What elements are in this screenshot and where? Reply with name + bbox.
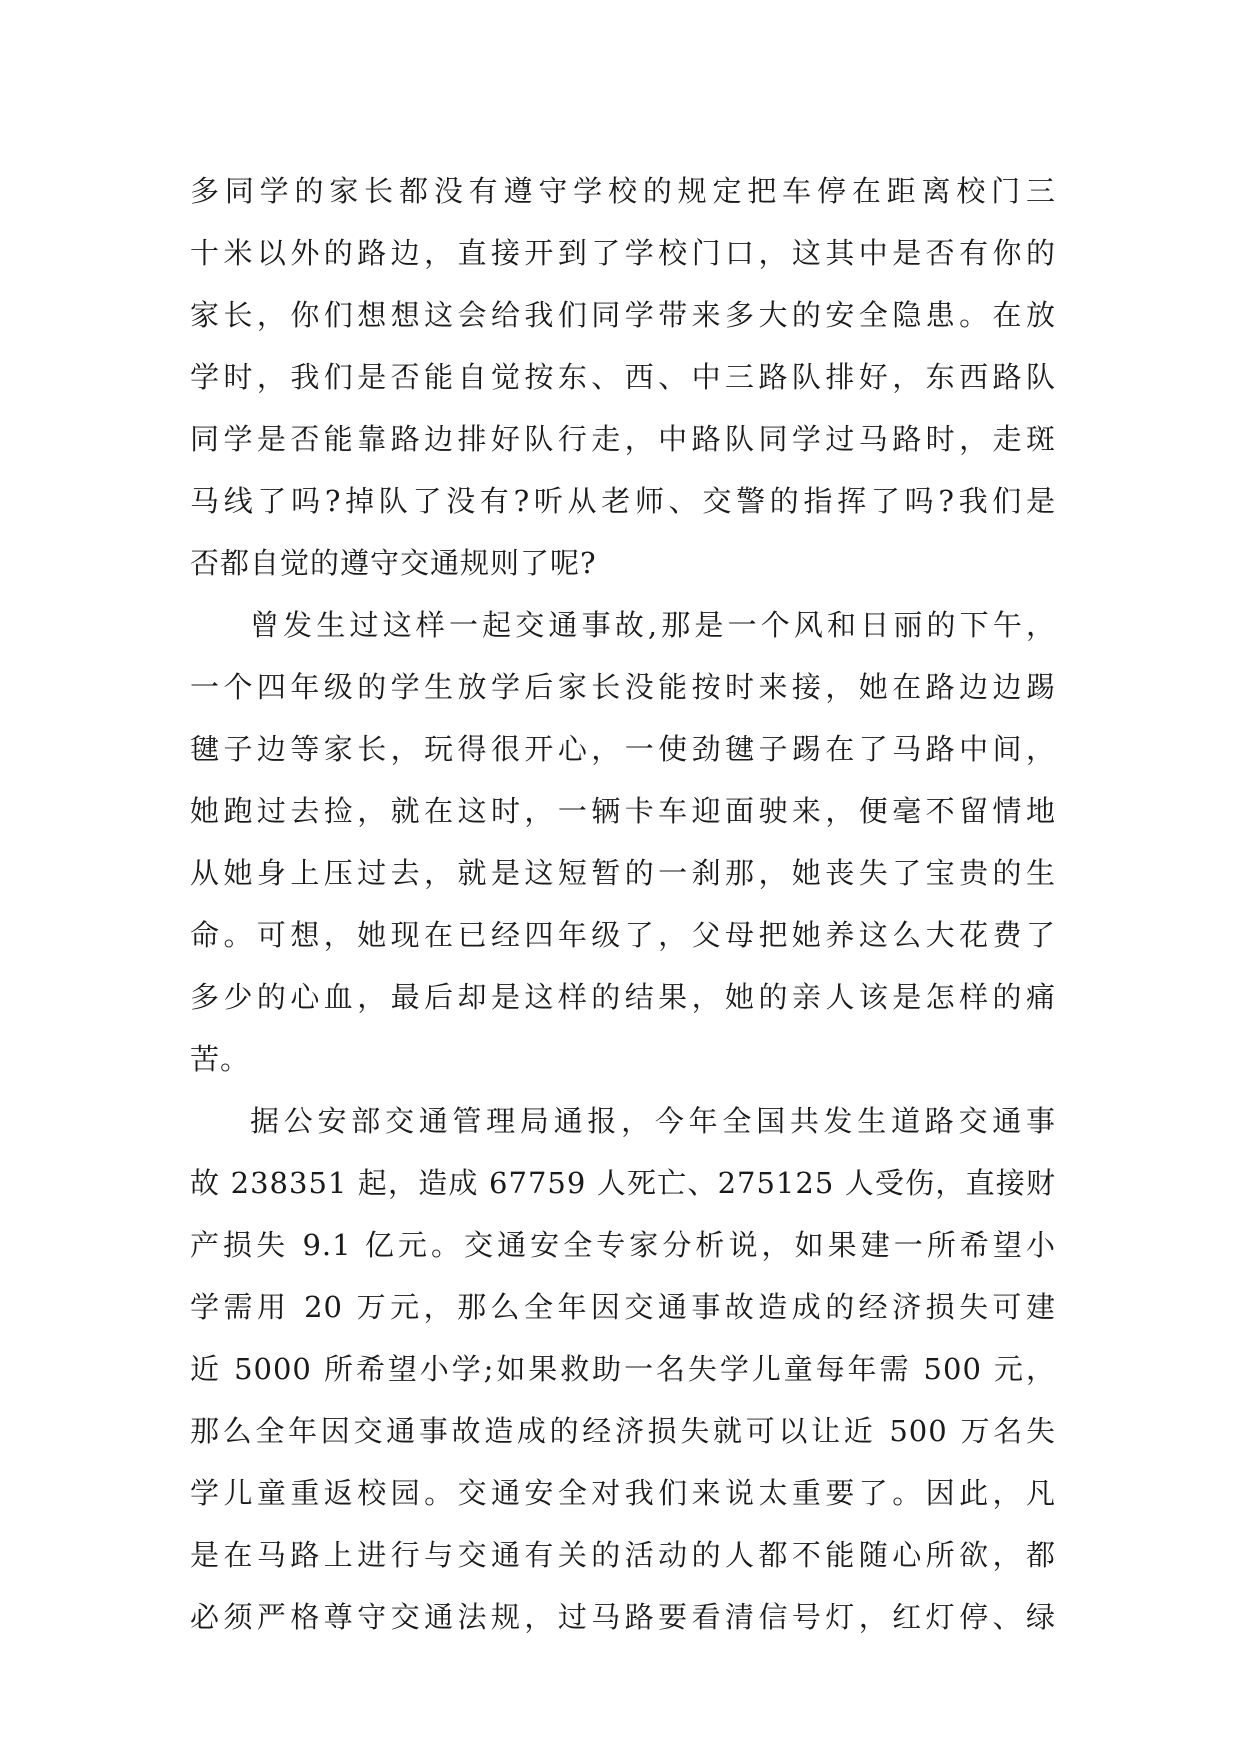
document-page (190, 160, 1056, 1648)
text-line: 一个四年级的学生放学后家长没能按时来接，她在路边边踢 (190, 670, 1056, 704)
text-line: 那么全年因交通事故造成的经济损失就可以让近 500 万名失 (190, 1414, 1056, 1448)
paragraph-3 (190, 1090, 1056, 1648)
text-line: 同学是否能靠路边排好队行走，中路队同学过马路时，走斑 (190, 422, 1056, 456)
text-line: 从她身上压过去，就是这短暂的一刹那，她丧失了宝贵的生 (190, 856, 1056, 890)
text-line: 近 5000 所希望小学;如果救助一名失学儿童每年需 500 元， (190, 1352, 1056, 1386)
text-line: 是在马路上进行与交通有关的活动的人都不能随心所欲，都 (190, 1538, 1056, 1572)
text-line: 必须严格尊守交通法规，过马路要看清信号灯，红灯停、绿 (190, 1600, 1056, 1634)
text-line: 命。可想，她现在已经四年级了，父母把她养这么大花费了 (190, 918, 1056, 952)
text-line: 学时，我们是否能自觉按东、西、中三路队排好，东西路队 (190, 360, 1056, 394)
text-line: 故 238351 起，造成 67759 人死亡、275125 人受伤，直接财 (190, 1166, 1056, 1200)
text-line: 曾发生过这样一起交通事故,那是一个风和日丽的下午， (250, 608, 1056, 642)
text-line: 学儿童重返校园。交通安全对我们来说太重要了。因此，凡 (190, 1476, 1056, 1510)
text-line: 学需用 20 万元，那么全年因交通事故造成的经济损失可建 (190, 1290, 1056, 1324)
text-line: 家长，你们想想这会给我们同学带来多大的安全隐患。在放 (190, 298, 1056, 332)
text-line: 据公安部交通管理局通报，今年全国共发生道路交通事 (250, 1104, 1056, 1138)
text-line: 毽子边等家长，玩得很开心，一使劲毽子踢在了马路中间， (190, 732, 1056, 766)
text-line: 否都自觉的遵守交通规则了呢? (190, 546, 597, 580)
text-line: 多同学的家长都没有遵守学校的规定把车停在距离校门三 (190, 174, 1056, 208)
text-line: 多少的心血，最后却是这样的结果，她的亲人该是怎样的痛 (190, 980, 1056, 1014)
text-line: 她跑过去捡，就在这时，一辆卡车迎面驶来，便毫不留情地 (190, 794, 1056, 828)
text-line: 十米以外的路边，直接开到了学校门口，这其中是否有你的 (190, 236, 1056, 270)
paragraph-2 (190, 594, 1056, 1090)
paragraph-1 (190, 160, 1056, 594)
text-line: 马线了吗?掉队了没有?听从老师、交警的指挥了吗?我们是 (190, 484, 1056, 518)
text-line: 产损失 9.1 亿元。交通安全专家分析说，如果建一所希望小 (190, 1228, 1056, 1262)
text-line: 苦。 (190, 1042, 251, 1076)
